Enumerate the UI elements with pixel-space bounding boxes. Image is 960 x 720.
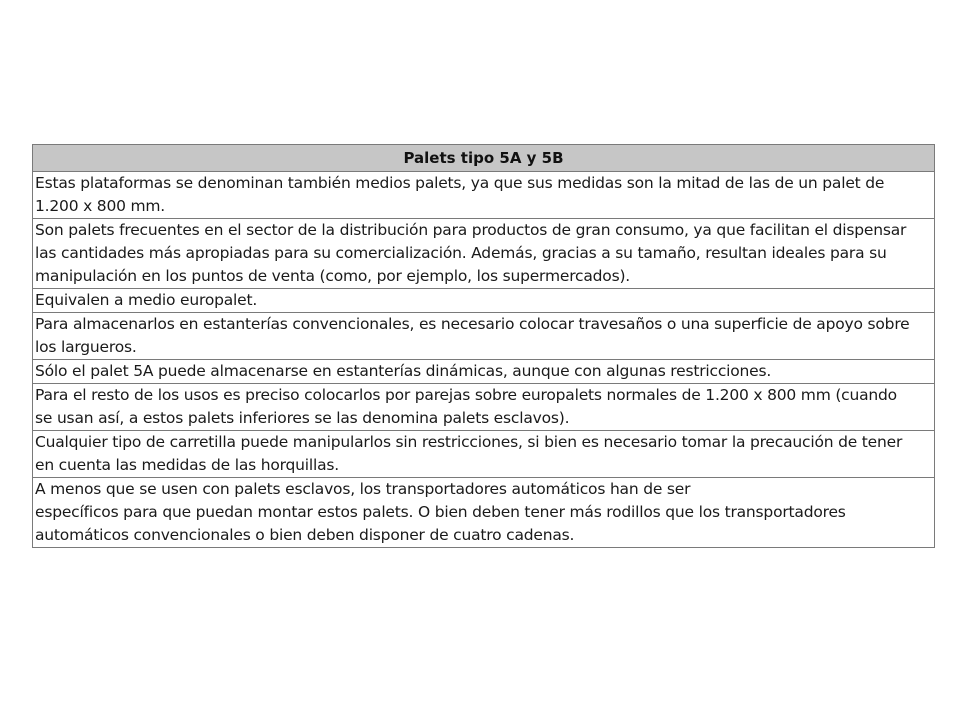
table-cell: Estas plataformas se denominan también medios palets, ya que sus medidas son la mitad de las de un palet de 1.200 x 800 mm. — [33, 172, 935, 219]
table-row — [33, 313, 935, 360]
table-cell: Sólo el palet 5A puede almacenarse en estanterías dinámicas, aunque con algunas restricciones. — [33, 360, 935, 384]
table-cell: A menos que se usen con palets esclavos, los transportadores automáticos han de ser específicos para que puedan montar estos palets. O bien deben tener más rodillos que los transportadores automáticos convencionales o bien deben disponer de cuatro cadenas. — [33, 478, 935, 548]
table-row — [33, 219, 935, 289]
table-cell: Equivalen a medio europalet. — [33, 289, 935, 313]
table-row — [33, 478, 935, 548]
table-row — [33, 289, 935, 313]
header-row — [33, 145, 935, 172]
table-row — [33, 360, 935, 384]
table-title: Palets tipo 5A y 5B — [33, 145, 935, 172]
table-row — [33, 431, 935, 478]
table-body — [33, 172, 935, 548]
table-cell: Son palets frecuentes en el sector de la distribución para productos de gran consumo, ya que facilitan el dispensar las cantidades más apropiadas para su comercialización. Además, gracias a su tamaño, resultan ideales para su manipulación en los puntos de venta (como, por ejemplo, los supermercados). — [33, 219, 935, 289]
table-cell: Cualquier tipo de carretilla puede manipularlos sin restricciones, si bien es necesario tomar la precaución de tener en cuenta las medidas de las horquillas. — [33, 431, 935, 478]
table-row — [33, 384, 935, 431]
table-cell: Para almacenarlos en estanterías convencionales, es necesario colocar travesaños o una superficie de apoyo sobre los largueros. — [33, 313, 935, 360]
table-cell: Para el resto de los usos es preciso colocarlos por parejas sobre europalets normales de 1.200 x 800 mm (cuando se usan así, a estos palets inferiores se las denomina palets esclavos). — [33, 384, 935, 431]
table-row — [33, 172, 935, 219]
table-header — [33, 145, 935, 172]
palets-table — [32, 144, 935, 548]
